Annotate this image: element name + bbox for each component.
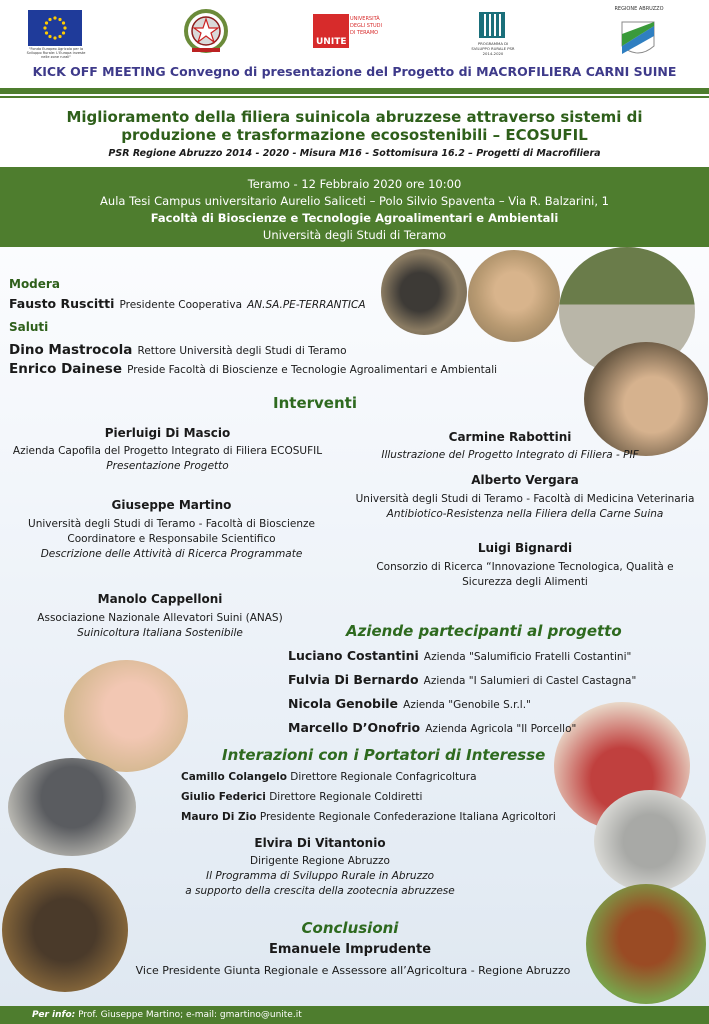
list-item: [181, 787, 556, 807]
footer-label: Per info:: [32, 1010, 76, 1020]
talk-title: Presentazione Progetto: [106, 460, 229, 472]
speaker-name: Carmine Rabottini: [448, 430, 572, 444]
eu-caption: "Fondo Europeo Agricolo per lo Sviluppo Rurale: L'Europa investe nelle zone rurali": [26, 47, 86, 59]
interazioni-list: [181, 767, 556, 827]
talk-title: Il Programma di Sviluppo Rurale in Abruzzo: [205, 870, 435, 882]
conclusioni-heading: Conclusioni: [301, 919, 399, 937]
modera-label: Modera: [9, 277, 60, 291]
talk-title: Illustrazione del Progetto Integrato di Filiera - PIF: [381, 449, 639, 461]
speaker-name: Alberto Vergara: [471, 473, 579, 487]
moderator-role: Presidente Cooperativa: [119, 299, 242, 311]
moderator-name: Fausto Ruscitti: [9, 296, 115, 311]
stakeholder-role: Direttore Regionale Coldiretti: [269, 791, 423, 803]
talk-title: Descrizione delle Attività di Ricerca Programmate: [40, 548, 303, 560]
venue-university: Università degli Studi di Teramo: [262, 228, 447, 242]
divider: [0, 96, 709, 98]
speaker-affiliation: Sicurezza degli Alimenti: [462, 576, 588, 588]
speaker-name: Manolo Cappelloni: [97, 592, 223, 606]
speaker-name: Enrico Dainese: [9, 361, 122, 377]
speaker-block: [0, 592, 320, 641]
modera-line: [9, 293, 366, 312]
divider: [0, 88, 709, 94]
moderator-org: AN.SA.PE-TERRANTICA: [247, 299, 366, 311]
speaker-name: Luigi Bignardi: [477, 541, 573, 555]
list-item: [288, 692, 636, 716]
company-rep-name: Fulvia Di Bernardo: [288, 672, 419, 687]
list-item: [288, 644, 636, 668]
list-item: [181, 807, 556, 827]
unite-subtitle: UNIVERSITÀ DEGLI STUDI DI TERAMO: [350, 16, 382, 36]
speaker-name: Pierluigi Di Mascio: [104, 426, 231, 440]
footer-contact: Prof. Giuseppe Martino; e-mail: gmartino@unite.it: [78, 1010, 302, 1020]
list-item: [288, 716, 636, 740]
speaker-name: Emanuele Imprudente: [268, 942, 432, 957]
list-item: [288, 668, 636, 692]
speaker-block: [0, 498, 343, 562]
eu-stars-icon: [28, 10, 82, 46]
company-rep-name: Luciano Costantini: [288, 648, 419, 663]
aziende-heading: Aziende partecipanti al progetto: [346, 622, 622, 640]
interventi-heading: Interventi: [273, 394, 357, 412]
pig-photo: [594, 790, 706, 892]
pig-photo: [468, 250, 560, 342]
speaker-affiliation: Azienda Capofila del Progetto Integrato di Filiera ECOSUFIL: [12, 445, 323, 457]
unite-logo-text: UNITE: [316, 37, 347, 47]
speaker-affiliation: Associazione Nazionale Allevatori Suini (ANAS): [37, 612, 283, 624]
speaker-block: [345, 473, 705, 522]
saluti-label: Saluti: [9, 320, 49, 334]
event-title: Miglioramento della filiera suinicola abruzzese attraverso sistemi di produzione e trasformazione ecosostenibili – ECOSUFIL: [66, 108, 643, 144]
psr-line: PSR Regione Abruzzo 2014 - 2020 - Misura M16 - Sottomisura 16.2 – Progetti di Macrofiliera: [108, 148, 601, 159]
speaker-role: Preside Facoltà di Bioscienze e Tecnologie Agroalimentari e Ambientali: [127, 364, 498, 376]
company-name: Azienda "Genobile S.r.l.": [403, 699, 531, 711]
venue-date: Teramo - 12 Febbraio 2020 ore 10:00: [247, 177, 462, 191]
speaker-block: [160, 836, 480, 899]
pig-photo: [8, 758, 136, 856]
italian-emblem-logo: [184, 8, 228, 54]
speaker-block: [345, 541, 705, 590]
company-name: Azienda Agricola "Il Porcello": [425, 723, 577, 735]
psr-caption: PROGRAMMA DI SVILUPPO RURALE PSR 2014-2020: [471, 41, 515, 56]
talk-title: Suinicoltura Italiana Sostenibile: [77, 627, 243, 639]
company-rep-name: Marcello D’Onofrio: [288, 720, 421, 735]
regione-caption: REGIONE ABRUZZO: [614, 6, 664, 12]
pig-photo: [64, 660, 188, 772]
venue-banner: [0, 167, 709, 247]
stakeholder-role: Direttore Regionale Confagricoltura: [290, 771, 477, 783]
speaker-role: Rettore Università degli Studi di Teramo: [137, 345, 347, 357]
speaker-role: Vice Presidente Giunta Regionale e Assessore all’Agricoltura - Regione Abruzzo: [135, 964, 571, 977]
logos-bar: [0, 0, 709, 64]
eu-flag-logo: [28, 10, 82, 46]
speaker-affiliation: Coordinatore e Responsabile Scientifico: [67, 533, 276, 545]
speaker-affiliation: Dirigente Regione Abruzzo: [250, 855, 390, 867]
company-name: Azienda "Salumificio Fratelli Costantini": [423, 651, 632, 663]
venue-place: Aula Tesi Campus universitario Aurelio Saliceti – Polo Silvio Spaventa – Via R. Balzarini, 1: [100, 194, 609, 208]
stakeholder-name: Camillo Colangelo: [181, 771, 287, 783]
company-name: Azienda "I Salumieri di Castel Castagna": [423, 675, 637, 687]
speaker-block: [0, 426, 335, 474]
speaker-affiliation: Università degli Studi di Teramo - Facoltà di Bioscienze: [28, 518, 315, 530]
company-rep-name: Nicola Genobile: [288, 696, 399, 711]
kickoff-heading: KICK OFF MEETING Convegno di presentazione del Progetto di MACROFILIERA CARNI SUINE: [32, 64, 677, 79]
saluti-line: [9, 339, 347, 358]
psr-qr-logo: [479, 12, 505, 38]
regione-abruzzo-logo: [620, 20, 656, 60]
speaker-name: Giuseppe Martino: [111, 498, 232, 512]
speaker-affiliation: Consorzio di Ricerca “Innovazione Tecnologica, Qualità e: [376, 561, 674, 573]
stakeholder-role: Presidente Regionale Confederazione Italiana Agricoltori: [259, 811, 556, 823]
pig-photo: [381, 249, 467, 335]
venue-faculty: Facoltà di Bioscienze e Tecnologie Agroalimentari e Ambientali: [150, 211, 559, 225]
list-item: [181, 767, 556, 787]
speaker-name: Dino Mastrocola: [9, 342, 133, 358]
aziende-list: [288, 644, 636, 740]
talk-title: a supporto della crescita della zootecnia abruzzese: [185, 885, 455, 897]
stakeholder-name: Mauro Di Zio: [181, 811, 257, 823]
talk-title: Antibiotico-Resistenza nella Filiera della Carne Suina: [386, 508, 664, 520]
footer: [0, 1006, 709, 1024]
speaker-name: Elvira Di Vitantonio: [254, 836, 386, 850]
speaker-affiliation: Università degli Studi di Teramo - Facoltà di Medicina Veterinaria: [355, 493, 695, 505]
speaker-block: [345, 430, 675, 463]
interazioni-heading: Interazioni con i Portatori di Interesse: [222, 746, 546, 764]
saluti-line: [9, 358, 497, 377]
stakeholder-name: Giulio Federici: [181, 791, 266, 803]
